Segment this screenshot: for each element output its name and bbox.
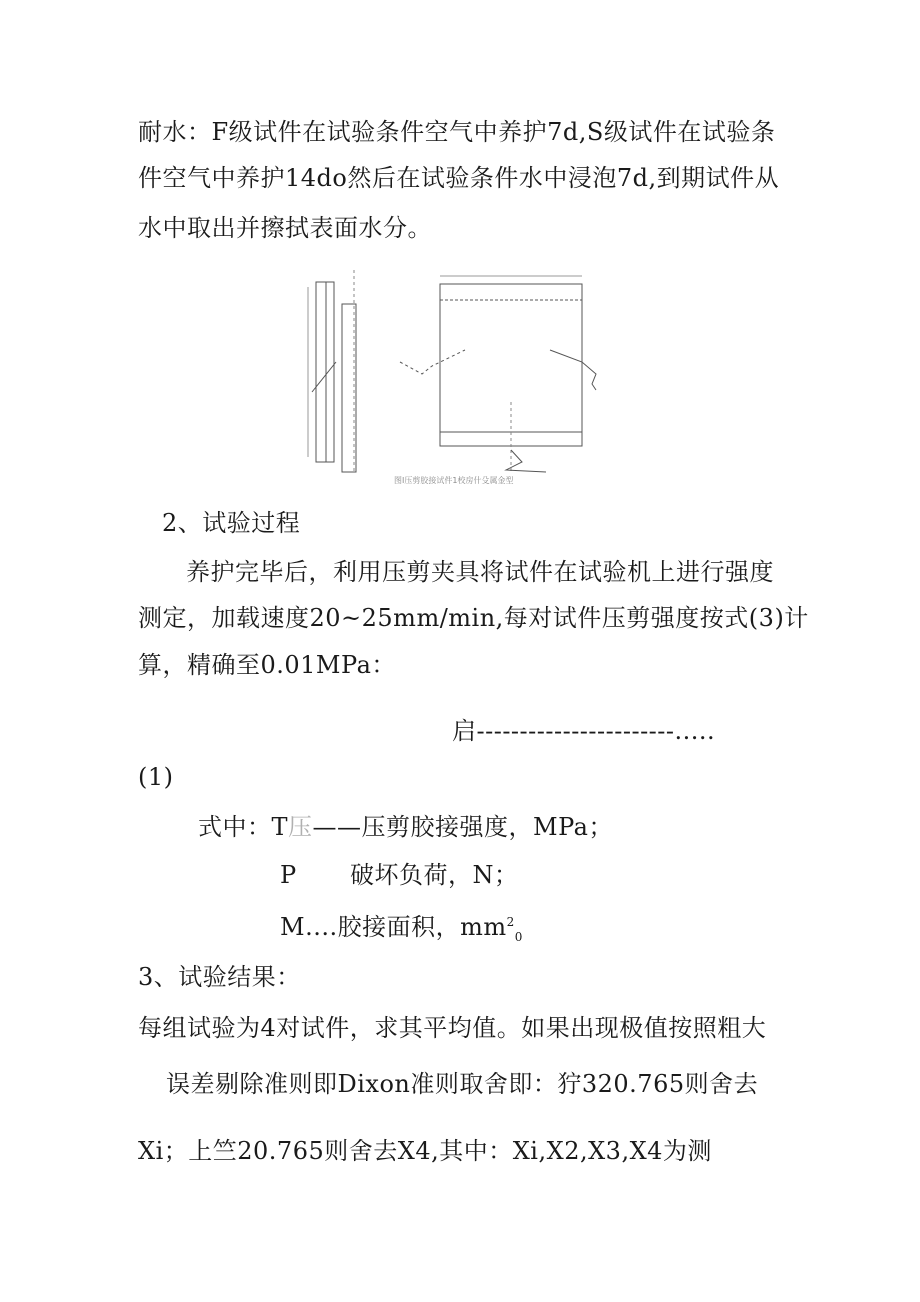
paragraph-line: 耐水：F级试件在试验条件空气中养护7d,S级试件在试验条 [138, 118, 776, 146]
definition-m-text: M....胶接面积，mm [280, 913, 507, 941]
paragraph-line: 每组试验为4对试件，求其平均值。如果出现极值按照粗大 [138, 1014, 767, 1042]
paragraph-line: Xi；上竺20.765则舍去X4,其中：Xi,X2,X3,X4为测 [138, 1137, 712, 1165]
definition-p-symbol: P [280, 861, 297, 889]
side-plate-inner [326, 282, 334, 462]
definition-t-desc: ——压剪胶接强度，MPa； [312, 813, 613, 841]
arrow-bottom [506, 450, 546, 472]
formula-line: 启-----------------------..... [452, 717, 716, 745]
paragraph-line: 误差剔除准则即Dixon准则取舍即：狞320.765则舍去 [166, 1070, 759, 1098]
side-plate-left [316, 282, 326, 462]
paragraph-line: 养护完毕后，利用压剪夹具将试件在试验机上进行强度 [186, 558, 774, 586]
t-subscript: 压 [288, 813, 313, 841]
definition-p-desc: 破坏负荷，N； [350, 861, 519, 889]
definition-intro: 式中：T [198, 813, 289, 841]
definition-m [280, 912, 523, 942]
arrow-left [400, 350, 465, 374]
paragraph-line: 测定，加载速度20~25mm/min,每对试件压剪强度按式(3)计 [138, 604, 809, 632]
definition-t [198, 812, 613, 842]
paragraph-line: 算，精确至0.01MPa： [138, 651, 396, 679]
paragraph-line: 水中取出并擦拭表面水分。 [138, 214, 432, 242]
figure-caption: 图I压剪胶接试件1校房什殳属金型 [394, 476, 514, 485]
section-heading: 2、试验过程 [162, 509, 301, 537]
superscript: 2 [506, 915, 515, 929]
paragraph-line: 件空气中养护14do然后在试验条件水中浸泡7d,到期试件从 [138, 164, 780, 192]
equation-number: (1) [138, 763, 174, 791]
subscript: 0 [514, 929, 523, 944]
specimen-figure [300, 262, 600, 490]
arrow-right [550, 350, 596, 390]
section-heading: 3、试验结果： [138, 963, 301, 991]
